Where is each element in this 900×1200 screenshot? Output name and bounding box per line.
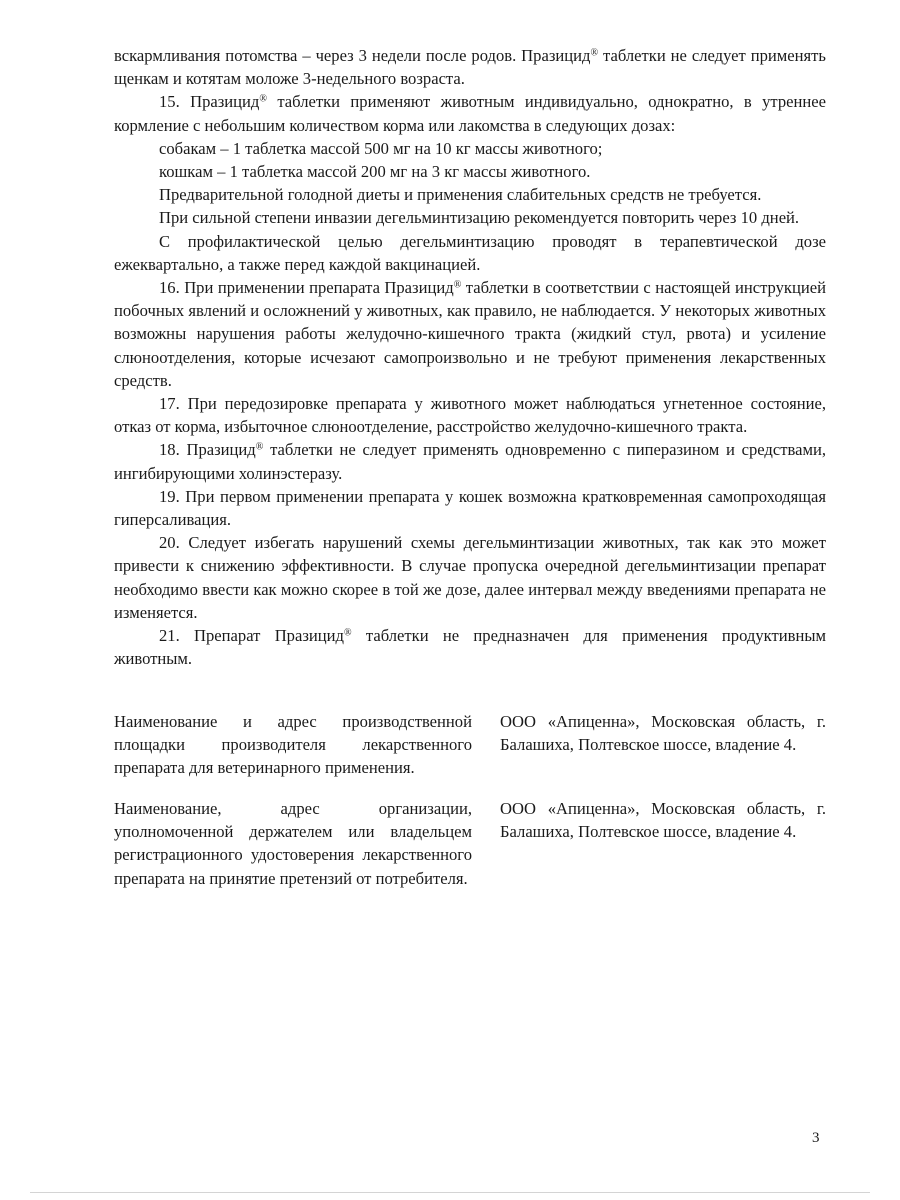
paragraph-20: 20. Следует избегать нарушений схемы дегельминтизации животных, так как это может привести к снижению эффективности. В случае пропуска очередной дегельминтизации препарат необходимо ввести как можно скорее в той же дозе, далее интервал между введениями препарата не изменяется. xyxy=(114,533,826,622)
paragraph-18: 18. Празицид® таблетки не следует применять одновременно с пиперазином и средствами, ингибирующими холинэстеразу. xyxy=(114,440,826,483)
claims-organization-address: ООО «Апиценна», Московская область, г. Балашиха, Полтевское шоссе, владение 4. xyxy=(500,799,826,842)
paragraph-no-diet: Предварительной голодной диеты и применения слабительных средств не требуется. xyxy=(159,185,762,205)
registered-mark: ® xyxy=(453,279,462,291)
paragraph-17: 17. При передозировке препарата у животного может наблюдаться угнетенное состояние, отказ от корма, избыточное слюноотделение, расстройство желудочно-кишечного тракта. xyxy=(114,394,826,437)
paragraph-16: 16. При применении препарата Празицид® таблетки в соответствии с настоящей инструкцией побочных явлений и осложнений у животных, как правило, не наблюдается. У некоторых животных возможны нарушения работы желудочно-кишечного тракта (жидкий стул, рвота) и усиление слюноотделения, которые исчезают самопроизвольно и не требуют применения лекарственных средств. xyxy=(114,278,827,390)
manufacturer-site-row xyxy=(114,710,826,780)
claims-organization-row xyxy=(114,797,826,890)
dose-dogs: собакам – 1 таблетка массой 500 мг на 10 кг массы животного; xyxy=(159,138,603,158)
paragraph-prophylaxis: С профилактической целью дегельминтизацию проводят в терапевтической дозе ежеквартально, а также перед каждой вакцинацией. xyxy=(114,231,826,274)
paragraph-repeat: При сильной степени инвазии дегельминтизацию рекомендуется повторить через 10 дней. xyxy=(159,208,800,228)
claims-organization-label: Наименование, адрес организации, уполномоченной держателем или владельцем регистрационного удостоверения лекарственного препарата на принятие претензий от потребителя. xyxy=(114,799,472,888)
registered-mark: ® xyxy=(255,441,264,453)
manufacturer-site-label: Наименование и адрес производственной площадки производителя лекарственного препарата для ветеринарного применения. xyxy=(114,712,472,778)
paragraph-21: 21. Препарат Празицид® таблетки не предназначен для применения продуктивным животным. xyxy=(114,626,826,669)
page-number: 3 xyxy=(812,1130,820,1146)
paragraph-continuation: вскармливания потомства – через 3 недели после родов. Празицид® таблетки не следует применять щенкам и котятам моложе 3-недельного возраста. xyxy=(114,46,826,89)
manufacturer-site-address: ООО «Апиценна», Московская область, г. Балашиха, Полтевское шоссе, владение 4. xyxy=(500,712,826,755)
dose-cats: кошкам – 1 таблетка массой 200 мг на 3 кг массы животного. xyxy=(159,162,591,182)
registered-mark: ® xyxy=(343,627,352,639)
paragraph-15: 15. Празицид® таблетки применяют животным индивидуально, однократно, в утреннее кормление с небольшим количеством корма или лакомства в следующих дозах: xyxy=(114,92,826,135)
registered-mark: ® xyxy=(259,93,267,105)
bottom-divider xyxy=(30,1192,870,1193)
instruction-body xyxy=(114,44,826,670)
paragraph-19: 19. При первом применении препарата у кошек возможна кратковременная самопроходящая гиперсаливация. xyxy=(114,486,826,530)
registered-mark: ® xyxy=(590,47,599,59)
